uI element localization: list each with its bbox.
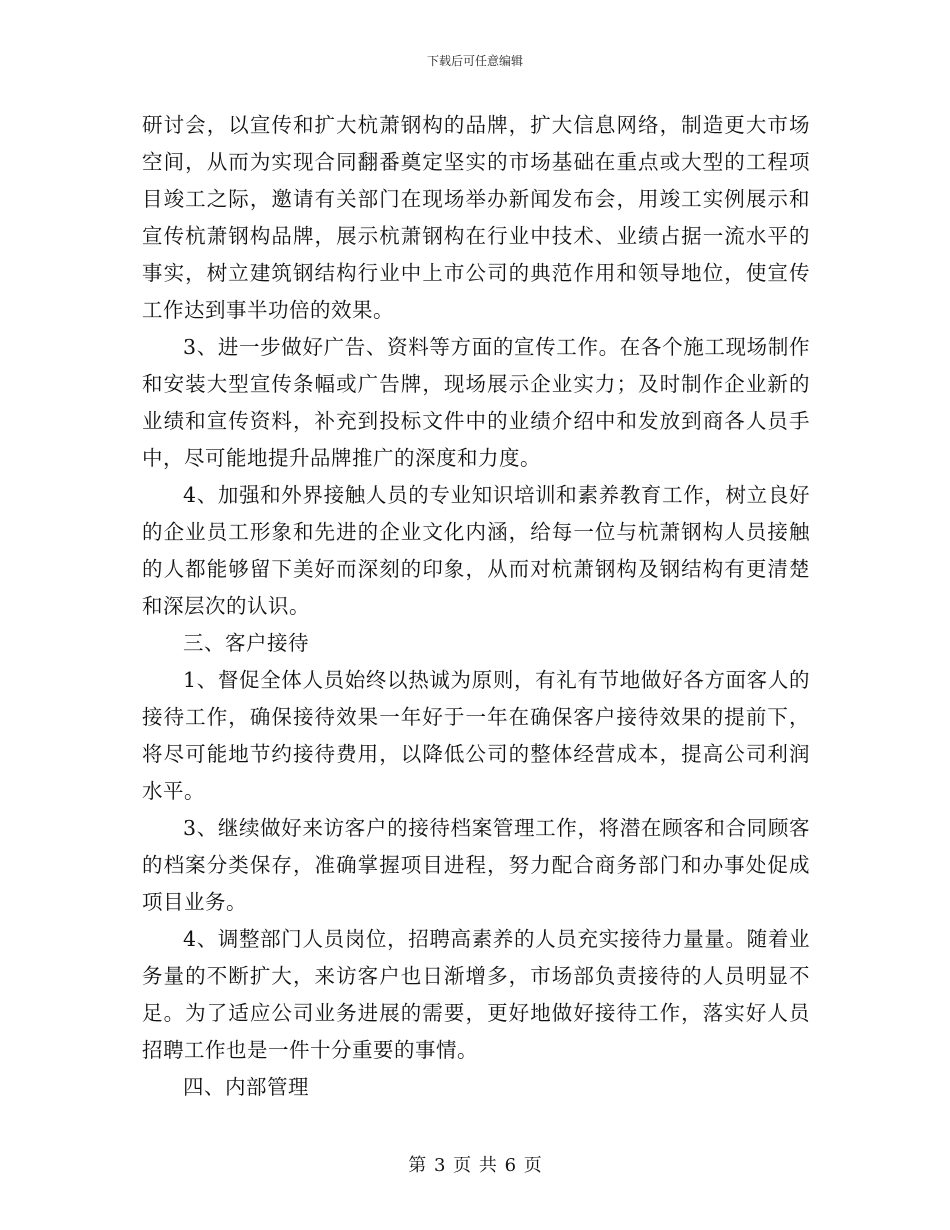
paragraph-promotion-continued: 研讨会，以宣传和扩大杭萧钢构的品牌，扩大信息网络，制造更大市场空间，从而为实现合同翻番奠定坚实的市场基础在重点或大型的工程项目竣工之际，邀请有关部门在现场举办新闻发布会，用竣工实例展示和宣传杭萧钢构品牌，展示杭萧钢构在行业中技术、业绩占据一流水平的事实，树立建筑钢结构行业中上市公司的典范作用和领导地位，使宣传工作达到事半功倍的效果。 [142, 113, 810, 322]
page-number-footer: 第 3 页 共 6 页 [408, 1155, 542, 1176]
paragraph-advertising: 3、进一步做好广告、资料等方面的宣传工作。在各个施工现场制作和安装大型宣传条幅或广告牌，现场展示企业实力；及时制作企业新的业绩和宣传资料，补充到投标文件中的业绩介绍中和发放到商各人员手中，尽可能地提升品牌推广的深度和力度。 [142, 335, 810, 470]
section-heading-internal-management: 四、内部管理 [183, 1075, 309, 1099]
paragraph-visitor-archives: 3、继续做好来访客户的接待档案管理工作，将潜在顾客和合同顾客的档案分类保存，准确掌握项目进程，努力配合商务部门和办事处促成项目业务。 [142, 816, 810, 914]
section-heading-customer-reception: 三、客户接待 [183, 631, 309, 655]
paragraph-reception-principle: 1、督促全体人员始终以热诚为原则，有礼有节地做好各方面客人的接待工作，确保接待效果一年好于一年在确保客户接待效果的提前下，将尽可能地节约接待费用，以降低公司的整体经营成本，提高公司利润水平。 [142, 668, 810, 803]
paragraph-staff-adjustment: 4、调整部门人员岗位，招聘高素养的人员充实接待力量量。随着业务量的不断扩大，来访客户也日渐增多，市场部负责接待的人员明显不足。为了适应公司业务进展的需要，更好地做好接待工作，落实好人员招聘工作也是一件十分重要的事情。 [142, 927, 810, 1062]
paragraph-staff-training: 4、加强和外界接触人员的专业知识培训和素养教育工作，树立良好的企业员工形象和先进的企业文化内涵，给每一位与杭萧钢构人员接触的人都能够留下美好而深刻的印象，从而对杭萧钢构及钢结构有更清楚和深层次的认识。 [142, 483, 810, 618]
page-header-note: 下载后可任意编辑 [426, 54, 523, 68]
document-body [142, 107, 810, 1106]
